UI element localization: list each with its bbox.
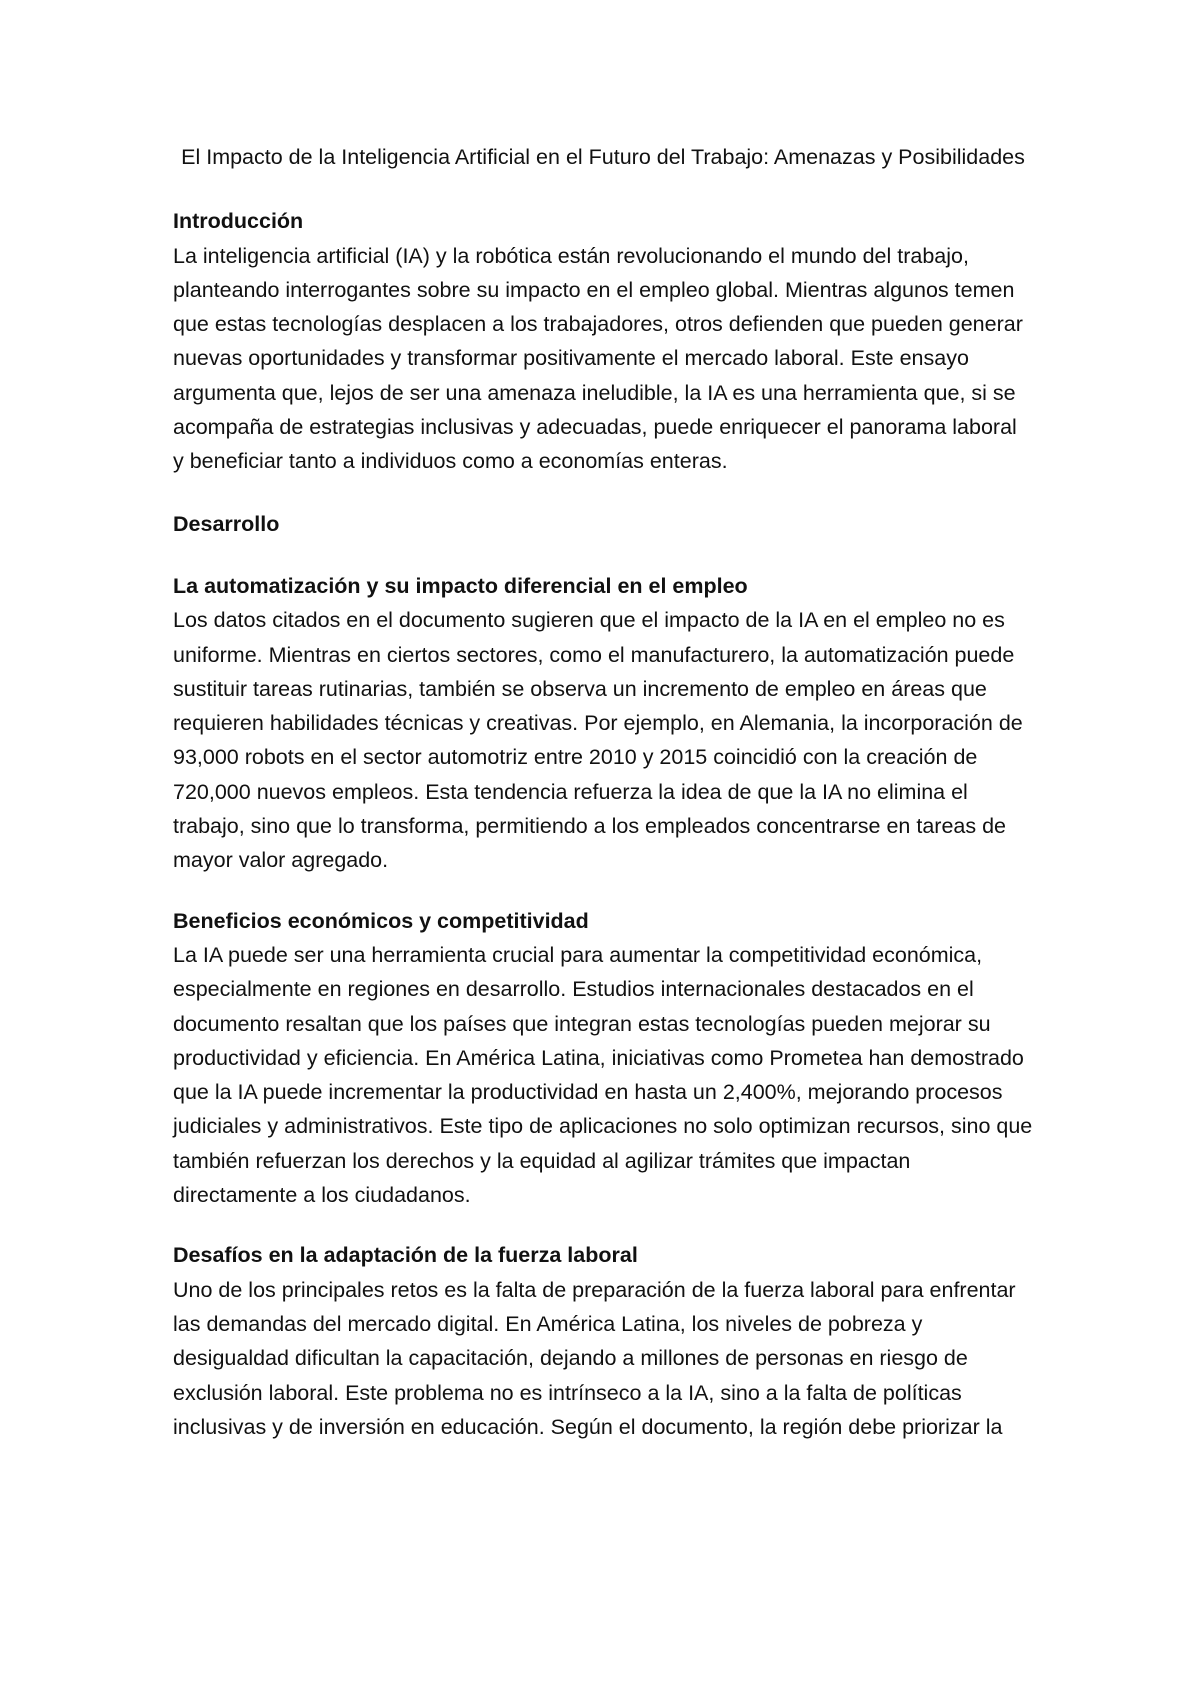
section-heading-benefits: Beneficios económicos y competitividad (173, 908, 589, 933)
document-body (173, 140, 1033, 1444)
section-heading-challenges: Desafíos en la adaptación de la fuerza laboral (173, 1243, 638, 1268)
section-paragraph-benefits: La IA puede ser una herramienta crucial para aumentar la competitividad económica, especialmente en regiones en desarrollo. Estudios internacionales destacados en el documento resaltan que los países que integran estas tecnologías pueden mejorar su productividad y eficiencia. En América Latina, iniciativas como Prometea han demostrado que la IA puede incrementar la productividad en hasta un 2,400%, mejorando procesos judiciales y administrativos. Este tipo de aplicaciones no solo optimizan recursos, sino que también refuerzan los derechos y la equidad al agilizar trámites que impactan directamente a los ciudadanos. (173, 942, 1033, 1208)
development-heading: Desarrollo (173, 511, 280, 536)
intro-paragraph: La inteligencia artificial (IA) y la robótica están revolucionando el mundo del trabajo, planteando interrogantes sobre su impacto en el empleo global. Mientras algunos temen que estas tecnologías desplacen a los trabajadores, otros defienden que pueden generar nuevas oportunidades y transformar positivamente el mercado laboral. Este ensayo argumenta que, lejos de ser una amenaza ineludible, la IA es una herramienta que, si se acompaña de estrategias inclusivas y adecuadas, puede enriquecer el panorama laboral y beneficiar tanto a individuos como a economías enteras. (173, 243, 1023, 474)
intro-heading: Introducción (173, 209, 304, 234)
section-paragraph-automation: Los datos citados en el documento sugieren que el impacto de la IA en el empleo no es uniforme. Mientras en ciertos sectores, como el manufacturero, la automatización puede sustituir tareas rutinarias, también se observa un incremento de empleo en áreas que requieren habilidades técnicas y creativas. Por ejemplo, en Alemania, la incorporación de 93,000 robots en el sector automotriz entre 2010 y 2015 coincidió con la creación de 720,000 nuevos empleos. Esta tendencia refuerza la idea de que la IA no elimina el trabajo, sino que lo transforma, permitiendo a los empleados concentrarse en tareas de mayor valor agregado. (173, 608, 1023, 873)
section-heading-automation: La automatización y su impacto diferencial en el empleo (173, 573, 748, 598)
document-title: El Impacto de la Inteligencia Artificial en el Futuro del Trabajo: Amenazas y Posibilidades (181, 145, 1025, 169)
section-paragraph-challenges: Uno de los principales retos es la falta de preparación de la fuerza laboral para enfrentar las demandas del mercado digital. En América Latina, los niveles de pobreza y desigualdad dificultan la capacitación, dejando a millones de personas en riesgo de exclusión laboral. Este problema no es intrínseco a la IA, sino a la falta de políticas inclusivas y de inversión en educación. Según el documento, la región debe priorizar la (173, 1277, 1016, 1439)
